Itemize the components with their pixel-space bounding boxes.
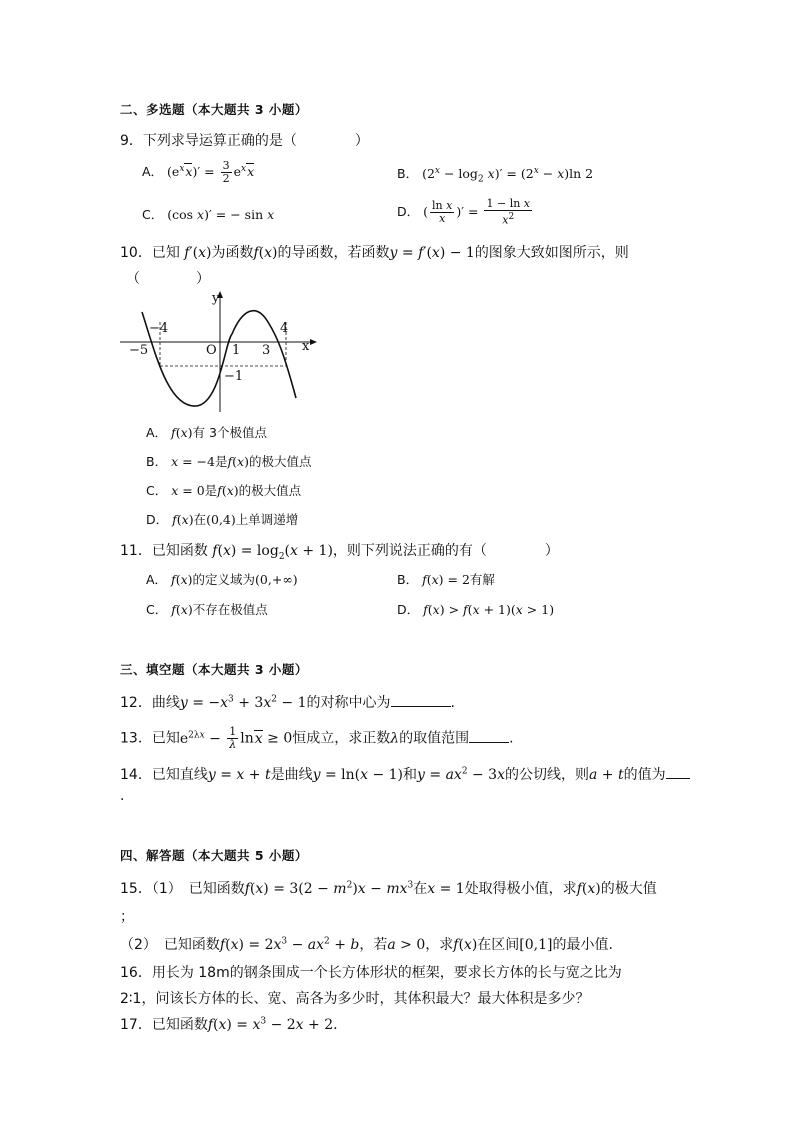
- answer-blank[interactable]: [391, 706, 451, 707]
- question-15-semicolon: ；: [120, 909, 134, 925]
- question-15-part-2: （2） 已知函数$f(x) = 2x^3 - ax^2 + b$，若a > 0，求f(x)在区间[0,1]的最小值.: [120, 936, 613, 953]
- label-neg1: −1: [224, 369, 244, 384]
- text: 有 3个极值点: [192, 425, 267, 440]
- question-10-option-d: D． f(x)在(0,4)上单调递增: [146, 512, 299, 527]
- question-10-option-b: B． x = −4是f(x)的极大值点: [146, 454, 312, 469]
- question-16-line-2: 2∶1，问该长方体的长、宽、高各为多少时，其体积最大？最大体积是多少？: [120, 991, 590, 1007]
- text: 的导函数，若函数: [277, 245, 390, 261]
- text: 的极大值点: [238, 483, 302, 498]
- option-letter: C．: [146, 483, 168, 498]
- text: 13．已知: [120, 730, 180, 747]
- text: 的极大值: [600, 881, 657, 897]
- text: 恒成立，求正数: [292, 730, 391, 747]
- text: 的取值范围: [399, 730, 470, 747]
- question-11: 11．已知函数 $f(x) = \log_2(x + 1)$，则下列说法正确的有（ ）: [120, 543, 559, 562]
- text: 15．（1） 已知函数: [120, 881, 245, 897]
- answer-blank[interactable]: [469, 742, 509, 743]
- x-axis-arrow-icon: [310, 339, 317, 345]
- question-10-answer-paren: （ ）: [126, 271, 210, 287]
- question-9-option-a: A． $(e^xx)'$ = $\frac{3}{2}$ $e^xx$: [142, 159, 255, 185]
- text: ，求: [425, 937, 454, 953]
- question-10-option-c: C． x = 0是f(x)的极大值点: [146, 483, 302, 498]
- option-letter: B．: [146, 454, 168, 469]
- label-1: 1: [232, 343, 241, 358]
- text: 在: [193, 512, 207, 527]
- section-heading-answer: 四、解答题（本大题共 5 小题）: [120, 848, 308, 863]
- text: 的极大值点: [248, 454, 312, 469]
- option-letter: D．: [397, 203, 420, 219]
- text: .: [450, 695, 455, 711]
- text: 的值为: [623, 767, 666, 783]
- option-letter: A．: [142, 164, 164, 179]
- option-letter: D．: [146, 512, 169, 527]
- text: 不存在极值点: [192, 602, 268, 617]
- label-neg5: −5: [129, 343, 149, 358]
- question-9-close: ）: [354, 133, 369, 149]
- question-17: 17．已知函数$f(x) = x^3 - 2x + 2$.: [120, 1016, 338, 1033]
- text: 为函数: [211, 245, 254, 261]
- text: 是: [204, 483, 218, 498]
- question-12: 12．曲线$y = -x^3 + 3x^2 - 1$的对称中心为 .: [120, 694, 455, 711]
- text: 在: [413, 881, 428, 897]
- option-letter: C．: [146, 602, 168, 617]
- label-3: 3: [262, 343, 271, 358]
- text: 的图象大致如图所示，则: [474, 245, 629, 261]
- text: 的对称中心为: [306, 695, 391, 711]
- option-letter: A．: [146, 572, 168, 587]
- text: （2） 已知函数: [120, 937, 220, 953]
- option-letter: A．: [146, 425, 168, 440]
- option-letter: B．: [397, 572, 419, 587]
- question-11-option-a: A． f(x)的定义域为(0,+∞): [146, 572, 298, 587]
- text: ）: [544, 543, 559, 559]
- option-letter: B．: [397, 166, 419, 181]
- question-16-line-1: 16．用长为 18m的钢条围成一个长方体形状的框架，要求长方体的长与宽之比为: [120, 965, 622, 981]
- section-heading-fill-in: 三、填空题（本大题共 3 小题）: [120, 662, 308, 677]
- section-heading-multiple-choice: 二、多选题（本大题共 3 小题）: [120, 102, 308, 117]
- text: 在区间: [477, 937, 520, 953]
- text: 是: [214, 454, 228, 469]
- text: 14．已知直线: [120, 767, 208, 783]
- text: 的公切线，则: [505, 767, 589, 783]
- text: 是曲线: [270, 767, 313, 783]
- answer-blank[interactable]: [666, 778, 690, 779]
- question-9-option-d: D． ( $\frac{\text{ln x}}{x}$ )′ = $\frac{\text{1 − ln x}}{x^2}$: [397, 197, 531, 227]
- text: 上单调递增: [235, 512, 299, 527]
- derivative-graph: [120, 288, 320, 418]
- label-4: 4: [280, 321, 289, 336]
- text: 的定义域为: [192, 572, 256, 587]
- label-y: y: [212, 291, 220, 306]
- text: ，若: [359, 937, 388, 953]
- question-10-stem: 10．已知: [120, 245, 180, 261]
- text: 和: [403, 767, 417, 783]
- text: .: [509, 730, 514, 747]
- question-14-period: .: [120, 788, 125, 804]
- question-11-option-b: B． f(x) = 2有解: [397, 572, 495, 587]
- label-neg4: −4: [149, 321, 169, 336]
- text: 处取得极小值，求: [464, 881, 577, 897]
- question-11-option-c: C． f(x)不存在极值点: [146, 602, 268, 617]
- question-11-stem: 11．已知函数: [120, 543, 208, 559]
- question-9-option-b: B． $(2^x - \log_2 x)' = (2^x - x)\ln$ 2: [397, 165, 594, 185]
- text: 12．曲线: [120, 695, 180, 711]
- option-letter: D．: [397, 602, 420, 617]
- question-15-part-1: 15．（1） 已知函数$f(x) = 3(2 - m^2)x - mx^3$在x = 1处取得极小值，求f(x)的极大值: [120, 880, 657, 897]
- label-origin: O: [206, 343, 217, 358]
- question-9-stem: 9．下列求导运算正确的是（: [120, 133, 297, 149]
- question-13: 13．已知$e^{2\lambda x}$ − $\frac{1}{\lambda}$ lnx ≥ 0恒成立，求正数λ的取值范围 .: [120, 725, 514, 751]
- question-10-option-a: A． f(x)有 3个极值点: [146, 425, 267, 440]
- question-14: 14．已知直线y = x + t是曲线y = ln(x − 1)和$y = ax^2 - 3x$的公切线，则a + t的值为: [120, 764, 690, 784]
- text: 有解: [469, 572, 495, 587]
- question-9-option-c: C． (cos x)′ = − sin x: [142, 207, 275, 222]
- question-11-option-d: D． f(x) > f(x + 1)(x > 1): [397, 602, 555, 617]
- label-x: x: [302, 339, 310, 354]
- text: 17．已知函数: [120, 1017, 208, 1033]
- text: 的最小值.: [552, 937, 613, 953]
- question-10: 10．已知 f′(x)为函数f(x)的导函数，若函数y = f′(x) − 1的图象大致如图所示，则: [120, 245, 629, 261]
- text: ，则下列说法正确的有（: [332, 543, 487, 559]
- question-9: [120, 130, 369, 150]
- option-letter: C．: [142, 207, 164, 222]
